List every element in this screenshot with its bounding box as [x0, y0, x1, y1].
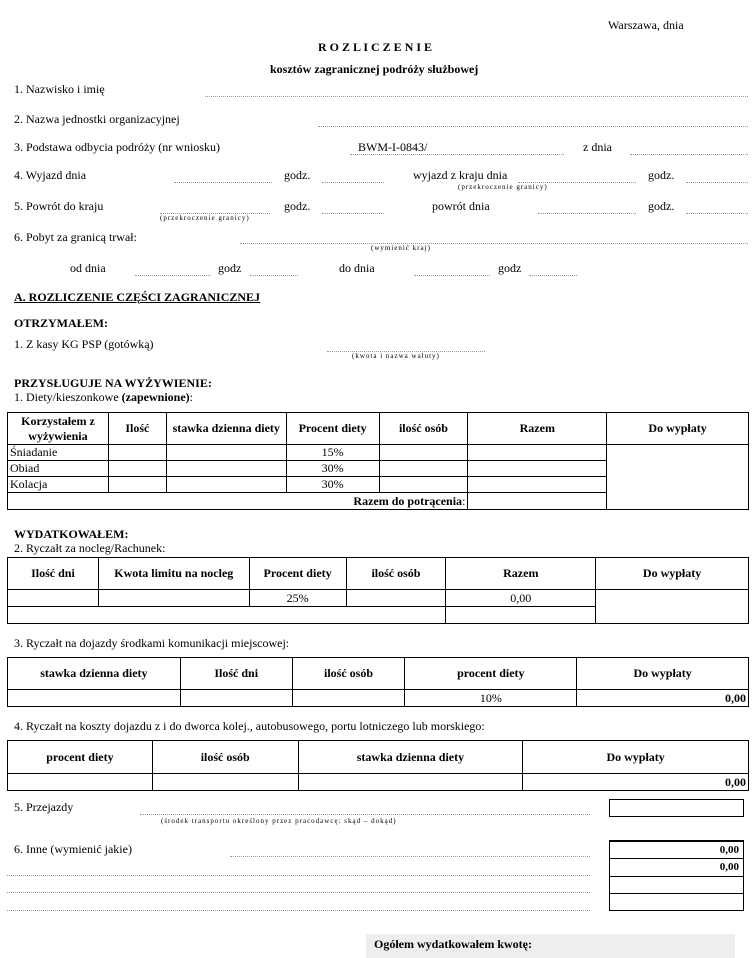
- name-label: 1. Nazwisko i imię: [14, 82, 105, 96]
- departure-hour-label: godz.: [284, 168, 311, 182]
- table-row: [8, 445, 749, 461]
- days-cell[interactable]: [180, 690, 292, 707]
- header-payout: Do wypłaty: [596, 558, 749, 590]
- total-cell[interactable]: [468, 445, 607, 461]
- header-qty: Ilość: [108, 413, 166, 445]
- blank-cell: [8, 607, 446, 624]
- return-label: 5. Powrót do kraju: [14, 199, 104, 213]
- header-persons: ilość osób: [379, 413, 468, 445]
- payout-cell: 0,00: [523, 774, 749, 791]
- header-persons: ilość osób: [292, 658, 405, 690]
- local-transport-table: [7, 657, 749, 707]
- percent-cell: 25%: [249, 590, 346, 607]
- border-crossing-hint-2: (przekroczenie granicy): [160, 214, 250, 222]
- unit-field[interactable]: [318, 126, 748, 127]
- limit-cell[interactable]: [98, 590, 249, 607]
- return-hour-label: godz.: [284, 199, 311, 213]
- back-day-label: powrót dnia: [432, 199, 490, 213]
- total-cell[interactable]: [468, 477, 607, 493]
- rate-cell[interactable]: [8, 690, 181, 707]
- other-amounts-box: [609, 840, 744, 911]
- total-cell[interactable]: [446, 607, 596, 624]
- rate-cell[interactable]: [298, 774, 523, 791]
- header-lodging-limit: Kwota limitu na nocleg: [98, 558, 249, 590]
- other-field-4[interactable]: [7, 910, 590, 911]
- table-row: [8, 690, 749, 707]
- lodging-label: 2. Ryczałt za nocleg/Rachunek:: [14, 541, 166, 555]
- basis-date-field[interactable]: [630, 154, 748, 155]
- from-hour-field[interactable]: [250, 275, 298, 276]
- exit-hour-label: godz.: [648, 168, 675, 182]
- percent-cell: 30%: [286, 477, 379, 493]
- rate-cell[interactable]: [166, 461, 286, 477]
- header-daily-rate: stawka dzienna diety: [298, 741, 523, 774]
- meals-table: [7, 412, 749, 510]
- departure-label: 4. Wyjazd dnia: [14, 168, 87, 182]
- to-hour-field[interactable]: [529, 275, 577, 276]
- other-label: 6. Inne (wymienić jakie): [14, 842, 132, 856]
- persons-cell[interactable]: [152, 774, 298, 791]
- station-transport-table: [7, 740, 749, 791]
- received-heading: OTRZYMAŁEM:: [14, 316, 108, 330]
- total-spent-bar: [366, 934, 735, 958]
- row-label: Kolacja: [8, 477, 109, 493]
- qty-cell[interactable]: [108, 477, 166, 493]
- header-total: Razem: [446, 558, 596, 590]
- document-title: R O Z L I C Z E N I E: [318, 40, 433, 54]
- basis-field[interactable]: [350, 154, 564, 155]
- header-days: Ilość dni: [8, 558, 99, 590]
- payout-cell[interactable]: [596, 590, 749, 624]
- row-label: Śniadanie: [8, 445, 109, 461]
- section-a-title: A. ROZLICZENIE CZĘŚCI ZAGRANICZNEJ: [14, 290, 261, 304]
- table-row: [8, 590, 749, 607]
- qty-cell[interactable]: [108, 445, 166, 461]
- total-spent-label: Ogółem wydatkowałem kwotę:: [374, 937, 532, 951]
- qty-cell[interactable]: [108, 461, 166, 477]
- table-row: [8, 774, 749, 791]
- station-transport-label: 4. Ryczałt na koszty dojazdu z i do dworca kolej., autobusowego, portu lotniczego lub morskiego:: [14, 719, 485, 733]
- country-field[interactable]: [240, 243, 748, 244]
- total-cell[interactable]: [468, 461, 607, 477]
- header-persons: ilość osób: [152, 741, 298, 774]
- amount-hint: (kwota i nazwa waluty): [352, 352, 440, 360]
- header-persons: ilość osób: [346, 558, 446, 590]
- deduction-total-label: Razem do potrącenia:: [8, 493, 468, 510]
- header-days: Ilość dni: [180, 658, 292, 690]
- percent-cell[interactable]: [8, 774, 153, 791]
- exit-country-label: wyjazd z kraju dnia: [413, 168, 508, 182]
- unit-label: 2. Nazwa jednostki organizacyjnej: [14, 112, 180, 126]
- persons-cell[interactable]: [379, 461, 468, 477]
- persons-cell[interactable]: [292, 690, 405, 707]
- to-day-field[interactable]: [414, 275, 490, 276]
- other-field-3[interactable]: [7, 892, 590, 893]
- other-amount-2[interactable]: 0,00: [610, 859, 743, 877]
- other-field-1[interactable]: [230, 856, 590, 857]
- other-field-2[interactable]: [7, 875, 590, 876]
- name-field[interactable]: [205, 96, 748, 97]
- header-daily-rate: stawka dzienna diety: [8, 658, 181, 690]
- stay-abroad-label: 6. Pobyt za granicą trwał:: [14, 230, 137, 244]
- border-crossing-hint: (przekroczenie granicy): [458, 183, 548, 191]
- travel-field[interactable]: [140, 814, 590, 815]
- departure-hour-field[interactable]: [322, 182, 384, 183]
- persons-cell[interactable]: [346, 590, 446, 607]
- country-hint: (wymienić kraj): [371, 244, 431, 252]
- local-transport-label: 3. Ryczałt na dojazdy środkami komunikacji miejscowej:: [14, 636, 290, 650]
- basis-date-label: z dnia: [583, 140, 612, 154]
- other-amount-3[interactable]: [610, 877, 743, 894]
- travel-hint: (środek transportu określony przez pracodawcę: skąd – dokąd): [161, 817, 397, 825]
- rate-cell[interactable]: [166, 445, 286, 461]
- to-hour-label: godz: [498, 261, 522, 275]
- basis-value[interactable]: BWM-I-0843/: [358, 140, 428, 154]
- persons-cell[interactable]: [379, 445, 468, 461]
- header-meals: Korzystałem z wyżywienia: [8, 413, 109, 445]
- cash-label: 1. Z kasy KG PSP (gotówką): [14, 337, 154, 351]
- header-percent: procent diety: [405, 658, 577, 690]
- days-cell[interactable]: [8, 590, 99, 607]
- header-daily-rate: stawka dzienna diety: [166, 413, 286, 445]
- from-day-label: od dnia: [70, 261, 106, 275]
- header-percent: Procent diety: [286, 413, 379, 445]
- rate-cell[interactable]: [166, 477, 286, 493]
- back-hour-field[interactable]: [686, 213, 748, 214]
- payout-cell: 0,00: [577, 690, 749, 707]
- place-date-label: Warszawa, dnia: [608, 18, 684, 32]
- departure-date-field[interactable]: [174, 182, 272, 183]
- percent-cell: 15%: [286, 445, 379, 461]
- exit-hour-field[interactable]: [686, 182, 748, 183]
- from-hour-label: godz: [218, 261, 242, 275]
- persons-cell[interactable]: [379, 477, 468, 493]
- total-cell: 0,00: [446, 590, 596, 607]
- back-hour-label: godz.: [648, 199, 675, 213]
- other-amount-4[interactable]: [610, 894, 743, 911]
- deduction-total-cell[interactable]: [468, 493, 607, 510]
- header-payout: Do wypłaty: [607, 413, 749, 445]
- payout-cell[interactable]: [607, 445, 749, 510]
- from-day-field[interactable]: [135, 275, 211, 276]
- back-day-field[interactable]: [538, 213, 636, 214]
- to-day-label: do dnia: [339, 261, 375, 275]
- other-amount-1[interactable]: 0,00: [610, 842, 743, 859]
- header-percent: Procent diety: [249, 558, 346, 590]
- return-hour-field[interactable]: [322, 213, 384, 214]
- travel-amount-box[interactable]: [609, 799, 744, 817]
- food-heading: PRZYSŁUGUJE NA WYŻYWIENIE:: [14, 376, 212, 390]
- header-payout: Do wypłaty: [523, 741, 749, 774]
- lodging-table: [7, 557, 749, 624]
- percent-cell: 30%: [286, 461, 379, 477]
- basis-label: 3. Podstawa odbycia podróży (nr wniosku): [14, 140, 220, 154]
- header-percent: procent diety: [8, 741, 153, 774]
- header-payout: Do wypłaty: [577, 658, 749, 690]
- travel-label: 5. Przejazdy: [14, 800, 74, 814]
- row-label: Obiad: [8, 461, 109, 477]
- document-subtitle: kosztów zagranicznej podróży służbowej: [270, 62, 479, 76]
- header-total: Razem: [468, 413, 607, 445]
- spent-heading: WYDATKOWAŁEM:: [14, 527, 129, 541]
- percent-cell: 10%: [405, 690, 577, 707]
- diets-label: 1. Diety/kieszonkowe (zapewnione):: [14, 390, 193, 404]
